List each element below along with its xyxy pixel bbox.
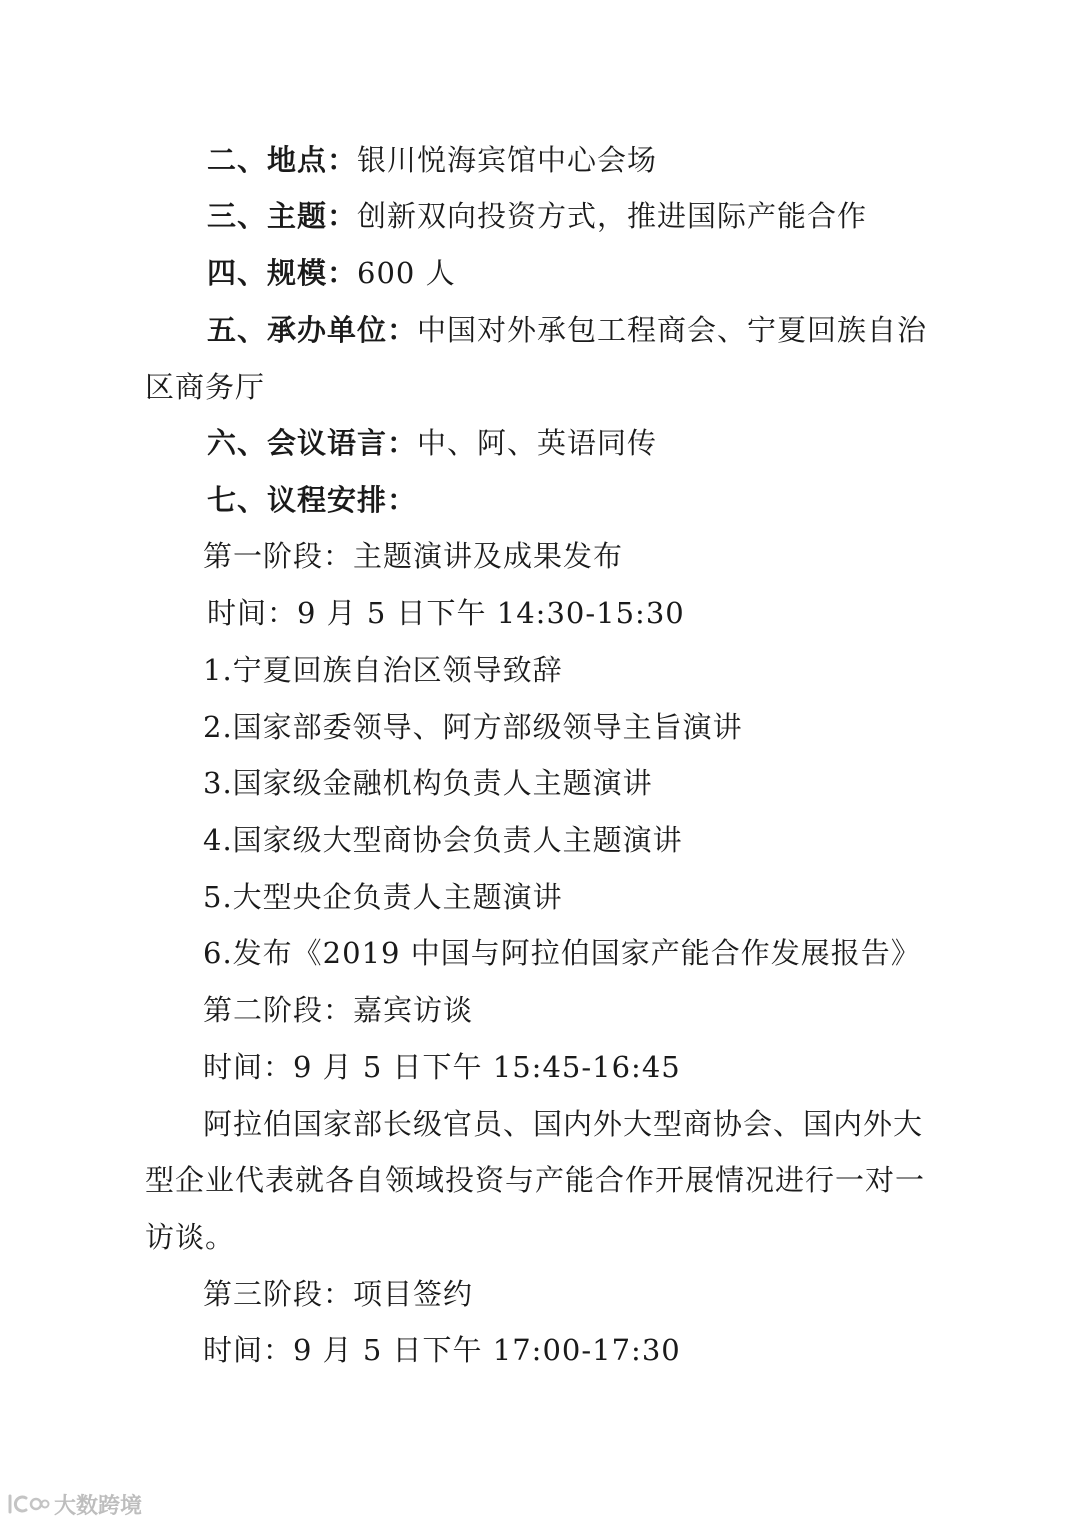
item-language	[207, 423, 657, 463]
item-text: 中国对外承包工程商会、宁夏回族自治	[417, 313, 928, 347]
stage2-desc-line: 型企业代表就各自领域投资与产能合作开展情况进行一对一	[145, 1163, 926, 1197]
item-heading: 六、会议语言：	[207, 426, 418, 460]
stage2-time: 时间：9 月 5 日下午 15:45-16:45	[203, 1050, 681, 1084]
item-location	[207, 140, 657, 180]
stage3-title: 第三阶段：项目签约	[203, 1277, 474, 1311]
item-heading: 三、主题：	[207, 199, 358, 233]
stage1-point: 5.大型央企负责人主题演讲	[203, 880, 563, 914]
stage1-point: 4.国家级大型商协会负责人主题演讲	[203, 823, 683, 857]
stage1-title: 第一阶段：主题演讲及成果发布	[203, 539, 624, 573]
stage1-point: 6.发布《2019 中国与阿拉伯国家产能合作发展报告》	[203, 936, 921, 970]
item-organizer	[207, 310, 927, 350]
watermark-text: 大数跨境	[54, 1493, 143, 1519]
stage2-desc-line: 访谈。	[145, 1220, 236, 1254]
watermark	[6, 1489, 142, 1519]
item-text: 600 人	[357, 256, 456, 290]
stage1-point: 2.国家部委领导、阿方部级领导主旨演讲	[203, 710, 743, 744]
item-heading: 四、规模：	[207, 256, 358, 290]
item-text: 银川悦海宾馆中心会场	[357, 143, 658, 177]
item-heading: 五、承办单位：	[207, 313, 418, 347]
stage3-time: 时间：9 月 5 日下午 17:00-17:30	[203, 1333, 681, 1367]
stage1-time: 时间：9 月 5 日下午 14:30-15:30	[207, 596, 685, 630]
item-scale	[207, 253, 456, 293]
watermark-logo-icon	[6, 1492, 50, 1516]
stage2-title: 第二阶段：嘉宾访谈	[203, 993, 474, 1027]
stage1-point: 1.宁夏回族自治区领导致辞	[203, 653, 563, 687]
item-organizer-cont: 区商务厅	[145, 370, 266, 404]
item-theme	[207, 196, 867, 236]
stage1-point: 3.国家级金融机构负责人主题演讲	[203, 766, 653, 800]
item-heading: 二、地点：	[207, 143, 358, 177]
item-heading: 七、议程安排：	[207, 483, 418, 517]
item-text: 创新双向投资方式，推进国际产能合作	[357, 199, 868, 233]
item-agenda	[207, 480, 417, 520]
stage2-desc-line: 阿拉伯国家部长级官员、国内外大型商协会、国内外大	[203, 1107, 924, 1141]
item-text: 中、阿、英语同传	[417, 426, 658, 460]
